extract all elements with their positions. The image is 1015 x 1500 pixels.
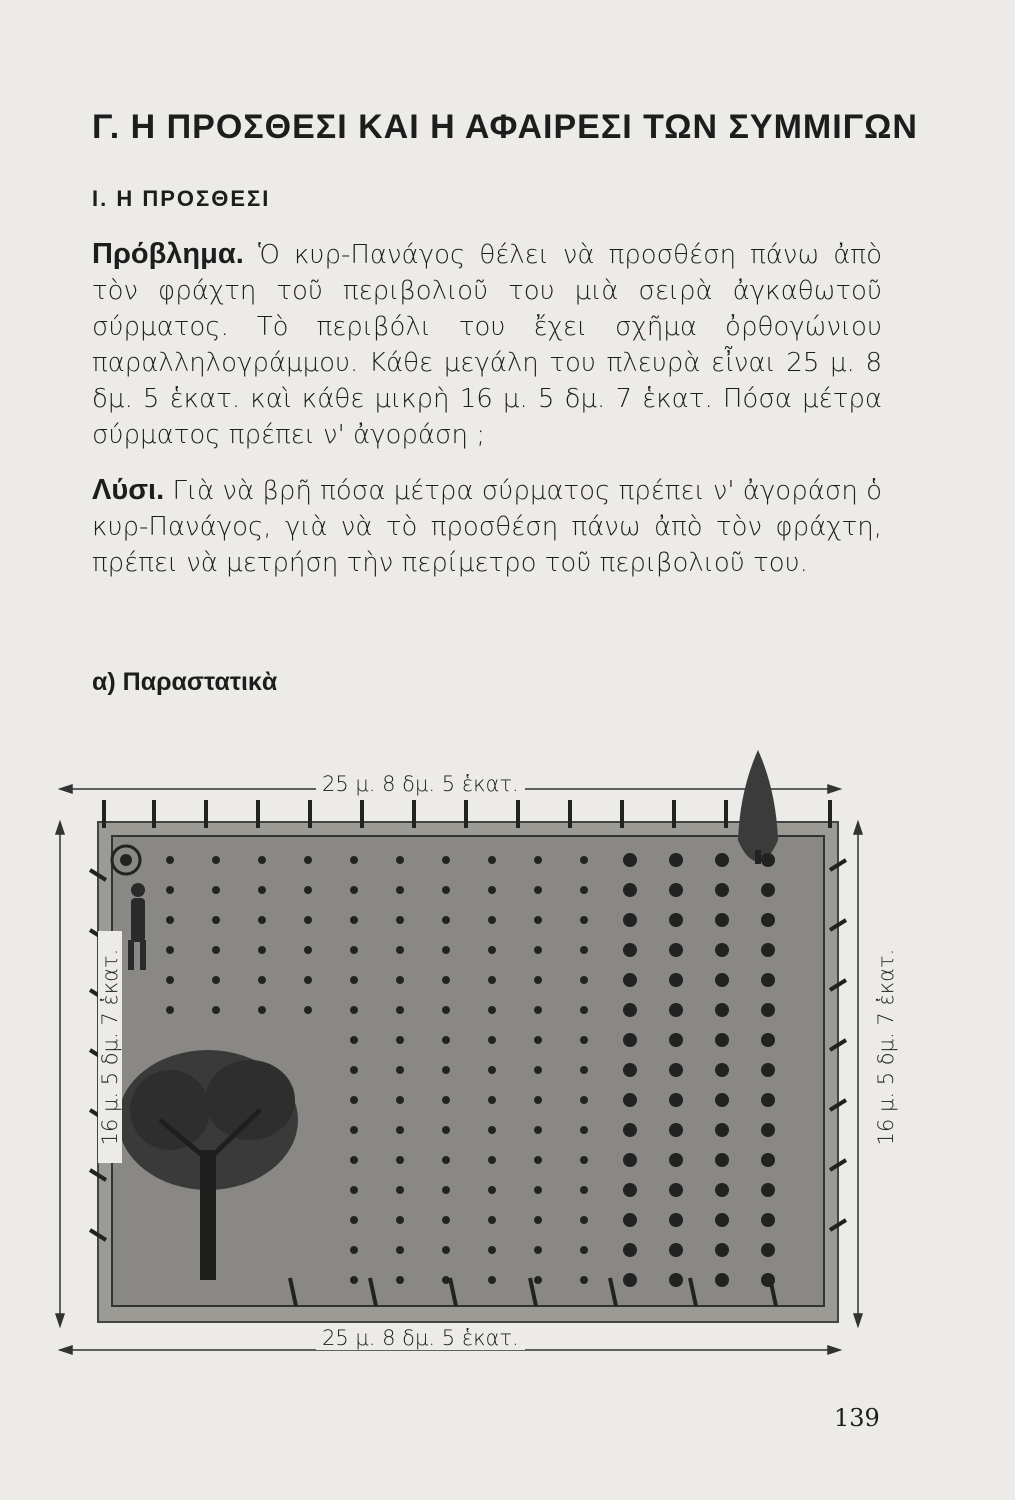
- plant-icon: [488, 916, 496, 924]
- plant-icon: [488, 856, 496, 864]
- plant-icon: [442, 1036, 450, 1044]
- plant-icon: [396, 1126, 404, 1134]
- garden-drawing: [40, 730, 880, 1370]
- plant-icon: [442, 976, 450, 984]
- plant-icon: [623, 1063, 637, 1077]
- plant-icon: [580, 1246, 588, 1254]
- plant-icon: [715, 1183, 729, 1197]
- plant-icon: [396, 1096, 404, 1104]
- plant-icon: [396, 886, 404, 894]
- plant-icon: [488, 1276, 496, 1284]
- plant-icon: [258, 886, 266, 894]
- well-center-icon: [120, 854, 132, 866]
- plant-icon: [534, 1066, 542, 1074]
- plant-icon: [761, 1123, 775, 1137]
- plant-icon: [396, 976, 404, 984]
- plant-icon: [534, 856, 542, 864]
- plant-icon: [580, 1156, 588, 1164]
- plant-icon: [396, 1156, 404, 1164]
- plant-icon: [761, 943, 775, 957]
- plant-icon: [304, 1006, 312, 1014]
- plant-icon: [761, 1273, 775, 1287]
- plant-icon: [442, 856, 450, 864]
- plant-icon: [623, 1003, 637, 1017]
- plant-icon: [534, 1246, 542, 1254]
- plant-icon: [669, 1003, 683, 1017]
- plant-icon: [580, 1096, 588, 1104]
- plant-icon: [580, 1066, 588, 1074]
- plant-icon: [212, 886, 220, 894]
- plant-icon: [715, 883, 729, 897]
- plant-icon: [304, 976, 312, 984]
- plant-icon: [442, 1126, 450, 1134]
- plant-icon: [534, 916, 542, 924]
- plant-icon: [715, 1153, 729, 1167]
- plant-icon: [350, 1006, 358, 1014]
- plant-icon: [669, 973, 683, 987]
- plant-icon: [715, 1123, 729, 1137]
- plant-icon: [488, 1096, 496, 1104]
- plant-icon: [761, 1003, 775, 1017]
- plant-icon: [623, 1123, 637, 1137]
- plant-icon: [488, 976, 496, 984]
- plant-icon: [761, 1243, 775, 1257]
- plant-icon: [488, 946, 496, 954]
- plant-icon: [534, 1216, 542, 1224]
- bottom-dimension-label: 25 μ. 8 δμ. 5 ἑκατ.: [316, 1326, 525, 1350]
- plant-icon: [623, 1093, 637, 1107]
- plant-icon: [534, 1126, 542, 1134]
- plant-icon: [534, 946, 542, 954]
- top-dimension-label: 25 μ. 8 δμ. 5 ἑκατ.: [316, 772, 525, 796]
- plant-icon: [534, 1156, 542, 1164]
- plant-icon: [761, 1183, 775, 1197]
- plant-icon: [623, 1033, 637, 1047]
- plant-icon: [534, 886, 542, 894]
- section-title: Ι. Η ΠΡΟΣΘΕΣΙ: [92, 186, 271, 211]
- plant-icon: [715, 1273, 729, 1287]
- plant-icon: [212, 976, 220, 984]
- plant-icon: [715, 1213, 729, 1227]
- plant-icon: [396, 1246, 404, 1254]
- plant-icon: [212, 916, 220, 924]
- plant-icon: [669, 1093, 683, 1107]
- solution-text: Γιὰ νὰ βρῆ πόσα μέτρα σύρματος πρέπει ν' ἀγοράση ὁ κυρ-Πανάγος, γιὰ νὰ τὸ προσθέση πάνω ἀπὸ τὸν φράχτη, πρέπει νὰ μετρήση τὴν περίμετρο τοῦ περιβολιοῦ του.: [92, 476, 882, 578]
- plant-icon: [350, 976, 358, 984]
- plant-icon: [761, 1093, 775, 1107]
- plant-icon: [350, 1276, 358, 1284]
- chapter-title: Γ. Η ΠΡΟΣΘΕΣΙ ΚΑΙ Η ΑΦΑΙΡΕΣΙ ΤΩΝ ΣΥΜΜΙΓΩΝ: [92, 108, 918, 146]
- plant-icon: [442, 1066, 450, 1074]
- plant-icon: [396, 1186, 404, 1194]
- plant-icon: [580, 1126, 588, 1134]
- plant-icon: [623, 1153, 637, 1167]
- plant-icon: [488, 1186, 496, 1194]
- plant-icon: [396, 1276, 404, 1284]
- plant-icon: [166, 976, 174, 984]
- plant-icon: [488, 886, 496, 894]
- plant-icon: [350, 916, 358, 924]
- plant-icon: [350, 886, 358, 894]
- plant-icon: [534, 976, 542, 984]
- plant-icon: [488, 1036, 496, 1044]
- right-dimension-label: 16 μ. 5 δμ. 7 ἑκατ.: [874, 931, 898, 1163]
- plant-icon: [715, 853, 729, 867]
- plant-icon: [212, 856, 220, 864]
- plant-icon: [761, 883, 775, 897]
- plant-icon: [350, 1096, 358, 1104]
- plant-icon: [350, 1126, 358, 1134]
- plant-icon: [669, 913, 683, 927]
- plant-icon: [442, 1246, 450, 1254]
- left-dimension-label: 16 μ. 5 δμ. 7 ἑκατ.: [98, 931, 122, 1163]
- plant-icon: [580, 886, 588, 894]
- plant-icon: [534, 1276, 542, 1284]
- plant-icon: [580, 976, 588, 984]
- plant-icon: [396, 1036, 404, 1044]
- plant-icon: [623, 853, 637, 867]
- plant-icon: [534, 1006, 542, 1014]
- plant-icon: [350, 1156, 358, 1164]
- plant-icon: [258, 976, 266, 984]
- plant-icon: [534, 1096, 542, 1104]
- subsection-heading: α) Παραστατικὰ: [92, 668, 278, 696]
- plant-icon: [580, 1006, 588, 1014]
- plant-icon: [534, 1186, 542, 1194]
- plant-icon: [442, 916, 450, 924]
- plant-icon: [580, 1186, 588, 1194]
- plant-icon: [715, 973, 729, 987]
- problem-label: Πρόβλημα.: [92, 238, 244, 270]
- plant-icon: [761, 853, 775, 867]
- plant-icon: [715, 1243, 729, 1257]
- plant-icon: [623, 1273, 637, 1287]
- plant-icon: [396, 1006, 404, 1014]
- plant-icon: [761, 973, 775, 987]
- plant-icon: [396, 916, 404, 924]
- plant-icon: [715, 1063, 729, 1077]
- plant-icon: [580, 916, 588, 924]
- plant-icon: [442, 1276, 450, 1284]
- plant-icon: [350, 1036, 358, 1044]
- plant-icon: [442, 1006, 450, 1014]
- plant-icon: [669, 1063, 683, 1077]
- plant-icon: [442, 946, 450, 954]
- plant-icon: [580, 1216, 588, 1224]
- plant-icon: [669, 1273, 683, 1287]
- plant-icon: [304, 916, 312, 924]
- plant-icon: [258, 1006, 266, 1014]
- plant-icon: [488, 1216, 496, 1224]
- plant-icon: [212, 946, 220, 954]
- plant-icon: [580, 946, 588, 954]
- plant-icon: [488, 1126, 496, 1134]
- garden-illustration: [40, 730, 898, 1370]
- problem-paragraph: [92, 236, 882, 453]
- plant-icon: [669, 883, 683, 897]
- plant-icon: [623, 1243, 637, 1257]
- solution-paragraph: [92, 472, 882, 581]
- plant-icon: [669, 1033, 683, 1047]
- plant-icon: [488, 1006, 496, 1014]
- plant-icon: [623, 1183, 637, 1197]
- plant-icon: [715, 1093, 729, 1107]
- plant-icon: [623, 1213, 637, 1227]
- plant-icon: [396, 856, 404, 864]
- plant-icon: [258, 856, 266, 864]
- plant-icon: [258, 916, 266, 924]
- plant-icon: [350, 1186, 358, 1194]
- plant-icon: [580, 1036, 588, 1044]
- plant-icon: [534, 1036, 542, 1044]
- plant-icon: [350, 1216, 358, 1224]
- plant-icon: [761, 1213, 775, 1227]
- plant-icon: [715, 1003, 729, 1017]
- plant-icon: [258, 946, 266, 954]
- plant-icon: [623, 943, 637, 957]
- plant-icon: [442, 1096, 450, 1104]
- plant-icon: [623, 973, 637, 987]
- plant-icon: [396, 946, 404, 954]
- plant-icon: [669, 853, 683, 867]
- plant-icon: [166, 886, 174, 894]
- plant-icon: [580, 856, 588, 864]
- plant-icon: [623, 913, 637, 927]
- plant-icon: [350, 946, 358, 954]
- plant-icon: [442, 1216, 450, 1224]
- plant-icon: [212, 1006, 220, 1014]
- plant-icon: [761, 913, 775, 927]
- plant-icon: [715, 943, 729, 957]
- plant-icon: [761, 1153, 775, 1167]
- plant-icon: [669, 943, 683, 957]
- plant-icon: [350, 856, 358, 864]
- plant-icon: [304, 946, 312, 954]
- plant-icon: [488, 1156, 496, 1164]
- solution-label: Λύσι.: [92, 474, 165, 506]
- plant-icon: [304, 856, 312, 864]
- plant-icon: [304, 886, 312, 894]
- plant-icon: [442, 1156, 450, 1164]
- plant-icon: [166, 856, 174, 864]
- plant-icon: [715, 1033, 729, 1047]
- plant-icon: [623, 883, 637, 897]
- plant-icon: [715, 913, 729, 927]
- plant-icon: [166, 1006, 174, 1014]
- page-number: 139: [834, 1404, 880, 1432]
- plant-icon: [166, 946, 174, 954]
- plant-icon: [396, 1066, 404, 1074]
- plant-icon: [669, 1243, 683, 1257]
- plant-icon: [488, 1246, 496, 1254]
- plant-icon: [669, 1153, 683, 1167]
- plant-icon: [761, 1033, 775, 1047]
- plant-icon: [761, 1063, 775, 1077]
- plant-icon: [669, 1123, 683, 1137]
- plant-icon: [669, 1183, 683, 1197]
- plant-icon: [350, 1066, 358, 1074]
- plant-icon: [350, 1246, 358, 1254]
- plant-icon: [442, 1186, 450, 1194]
- plant-icon: [580, 1276, 588, 1284]
- cypress-tree-icon: [738, 750, 778, 864]
- plant-icon: [396, 1216, 404, 1224]
- plant-icon: [488, 1066, 496, 1074]
- problem-text: Ὁ κυρ-Πανάγος θέλει νὰ προσθέση πάνω ἀπὸ τὸν φράχτη τοῦ περιβολιοῦ του μιὰ σειρὰ ἀγκαθωτοῦ σύρματος. Τὸ περιβόλι του ἔχει σχῆμα ὀρθογώνιου παραλληλογράμμου. Κάθε μεγάλη του πλευρὰ εἶναι 25 μ. 8 δμ. 5 ἑκατ. καὶ κάθε μικρὴ 16 μ. 5 δμ. 7 ἑκατ. Πόσα μέτρα σύρματος πρέπει ν' ἀγοράση ;: [92, 240, 882, 450]
- plant-icon: [669, 1213, 683, 1227]
- plant-icon: [166, 916, 174, 924]
- plant-icon: [442, 886, 450, 894]
